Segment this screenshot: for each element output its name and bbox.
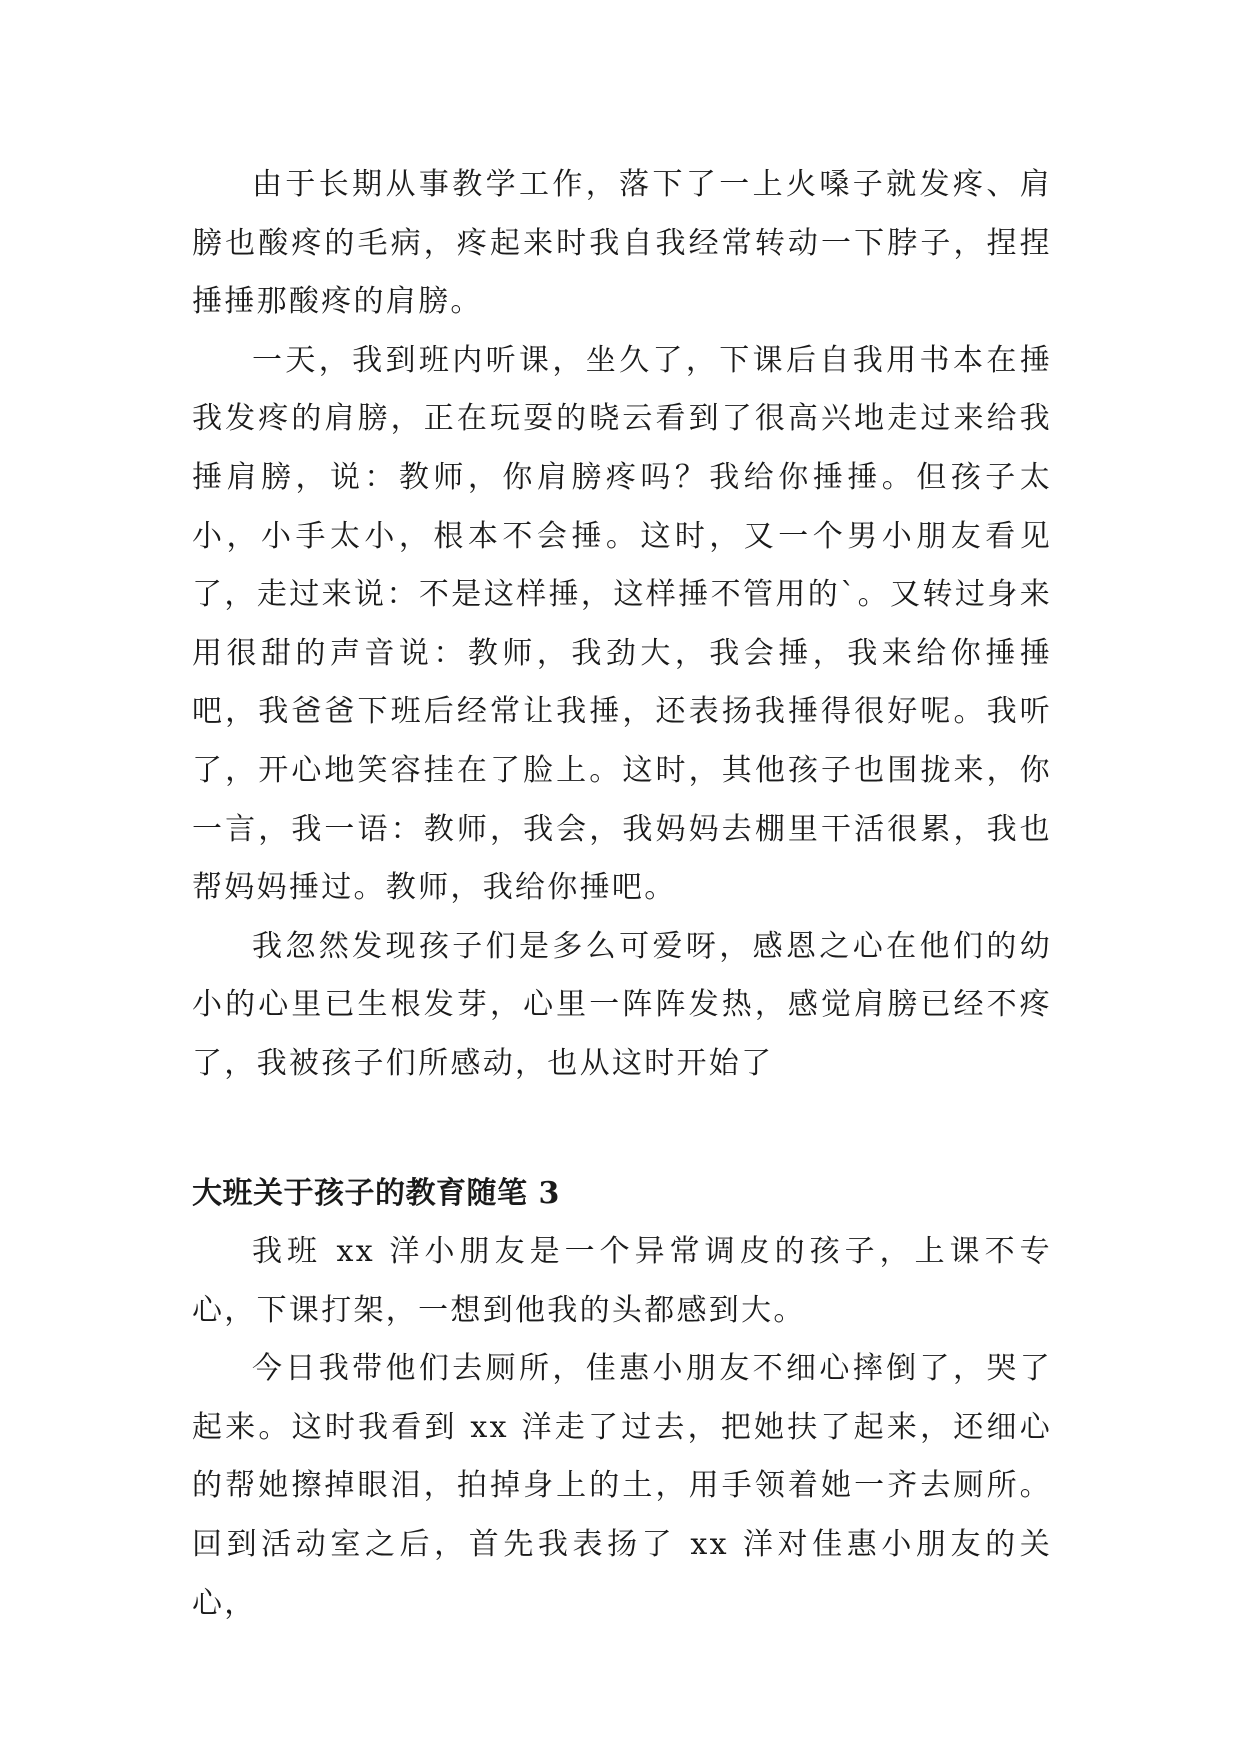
paragraph-helping-friend: 今日我带他们去厕所，佳惠小朋友不细心摔倒了，哭了起来。这时我看到 xx 洋走了过去，把她扶了起来，还细心的帮她擦掉眼泪，拍掉身上的土，用手领着她一齐去厕所。回到活动室之后，首先我表扬了 xx 洋对佳惠小朋友的关心， bbox=[192, 1351, 1052, 1621]
document-body bbox=[192, 156, 1052, 1633]
paragraph-children-help: 一天，我到班内听课，坐久了，下课后自我用书本在捶我发疼的肩膀，正在玩耍的晓云看到了很高兴地走过来给我捶肩膀，说：教师，你肩膀疼吗？我给你捶捶。但孩子太小，小手太小，根本不会捶。这时，又一个男小朋友看见了，走过来说：不是这样捶，这样捶不管用的`。又转过身来用很甜的声音说：教师，我劲大，我会捶，我来给你捶捶吧，我爸爸下班后经常让我捶，还表扬我捶得很好呢。我听了，开心地笑容挂在了脸上。这时，其他孩子也围拢来，你一言，我一语：教师，我会，我妈妈去棚里干活很累，我也帮妈妈捶过。教师，我给你捶吧。 bbox=[192, 342, 1052, 906]
section-heading: 大班关于孩子的教育随笔 3 bbox=[192, 1175, 560, 1211]
paragraph-gratitude: 我忽然发现孩子们是多么可爱呀，感恩之心在他们的幼小的心里已生根发芽，心里一阵阵发热，感觉肩膀已经不疼了，我被孩子们所感动，也从这时开始了 bbox=[192, 928, 1052, 1081]
paragraph-naughty-child: 我班 xx 洋小朋友是一个异常调皮的孩子，上课不专心，下课打架，一想到他我的头都感到大。 bbox=[192, 1234, 1052, 1328]
paragraph-shoulder-pain: 由于长期从事教学工作，落下了一上火嗓子就发疼、肩膀也酸疼的毛病，疼起来时我自我经常转动一下脖子，捏捏捶捶那酸疼的肩膀。 bbox=[192, 167, 1052, 320]
